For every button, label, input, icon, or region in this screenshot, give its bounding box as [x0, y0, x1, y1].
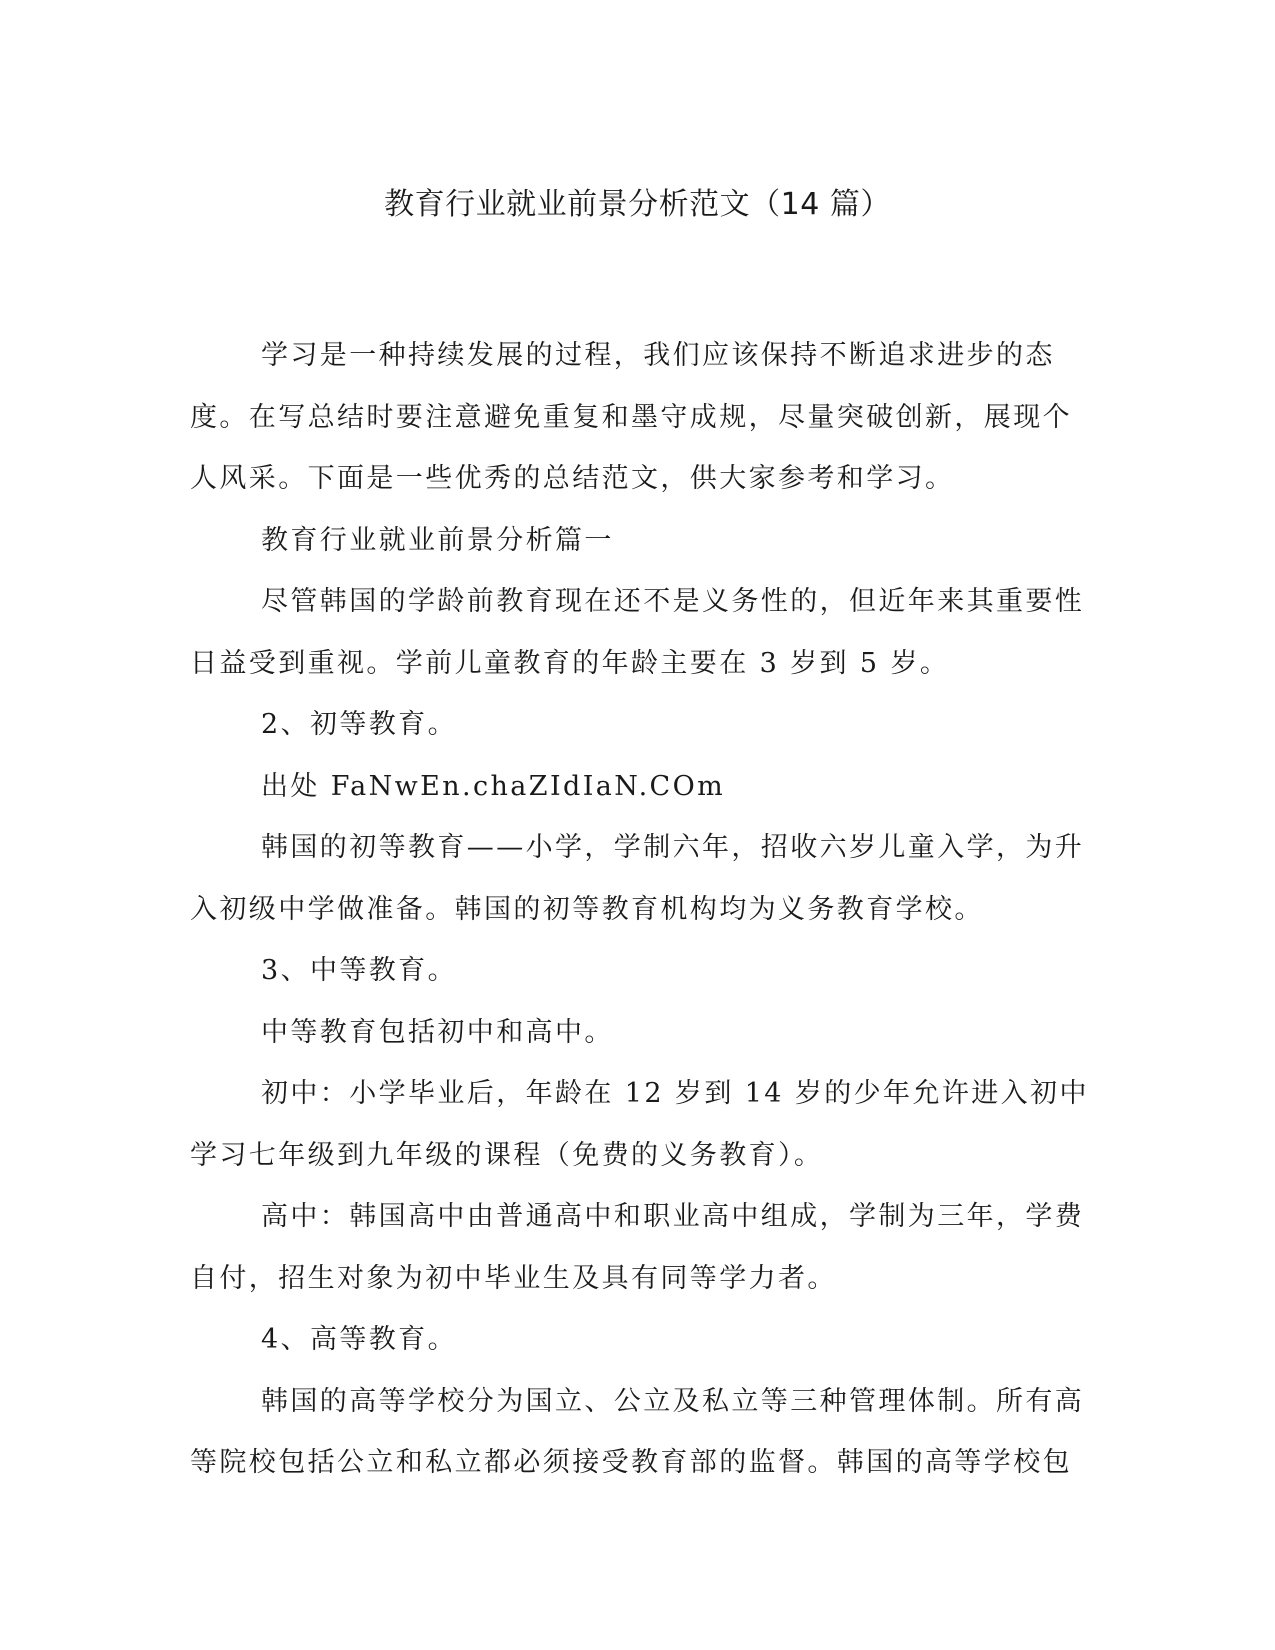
paragraph: 韩国的初等教育——小学，学制六年，招收六岁儿童入学，为升入初级中学做准备。韩国的初等教育机构均为义务教育学校。: [190, 832, 1085, 925]
paragraph: 高中：韩国高中由普通高中和职业高中组成，学制为三年，学费自付，招生对象为初中毕业生及具有同等学力者。: [190, 1201, 1085, 1294]
paragraph: 初中：小学毕业后，年龄在 12 岁到 14 岁的少年允许进入初中学习七年级到九年级的课程（免费的义务教育）。: [190, 1078, 1089, 1171]
paragraph: 韩国的高等学校分为国立、公立及私立等三种管理体制。所有高等院校包括公立和私立都必须接受教育部的监督。韩国的高等学校包: [190, 1385, 1085, 1478]
subheading-secondary-education: 3、中等教育。: [261, 955, 457, 986]
intro-paragraph: 学习是一种持续发展的过程，我们应该保持不断追求进步的态度。在写总结时要注意避免重复和墨守成规，尽量突破创新，展现个人风采。下面是一些优秀的总结范文，供大家参考和学习。: [190, 340, 1072, 494]
paragraph: 尽管韩国的学龄前教育现在还不是义务性的，但近年来其重要性日益受到重视。学前儿童教育的年龄主要在 3 岁到 5 岁。: [190, 586, 1085, 679]
section-heading: 教育行业就业前景分析篇一: [261, 524, 614, 556]
subheading-primary-education: 2、初等教育。: [261, 709, 457, 740]
source-line: 出处 FaNwEn.chaZIdIaN.COm: [261, 770, 726, 802]
paragraph: 中等教育包括初中和高中。: [261, 1016, 614, 1048]
subheading-higher-education: 4、高等教育。: [261, 1324, 457, 1355]
document-body: [190, 325, 1090, 1494]
page-title: 教育行业就业前景分析范文（14 篇）: [384, 187, 891, 222]
